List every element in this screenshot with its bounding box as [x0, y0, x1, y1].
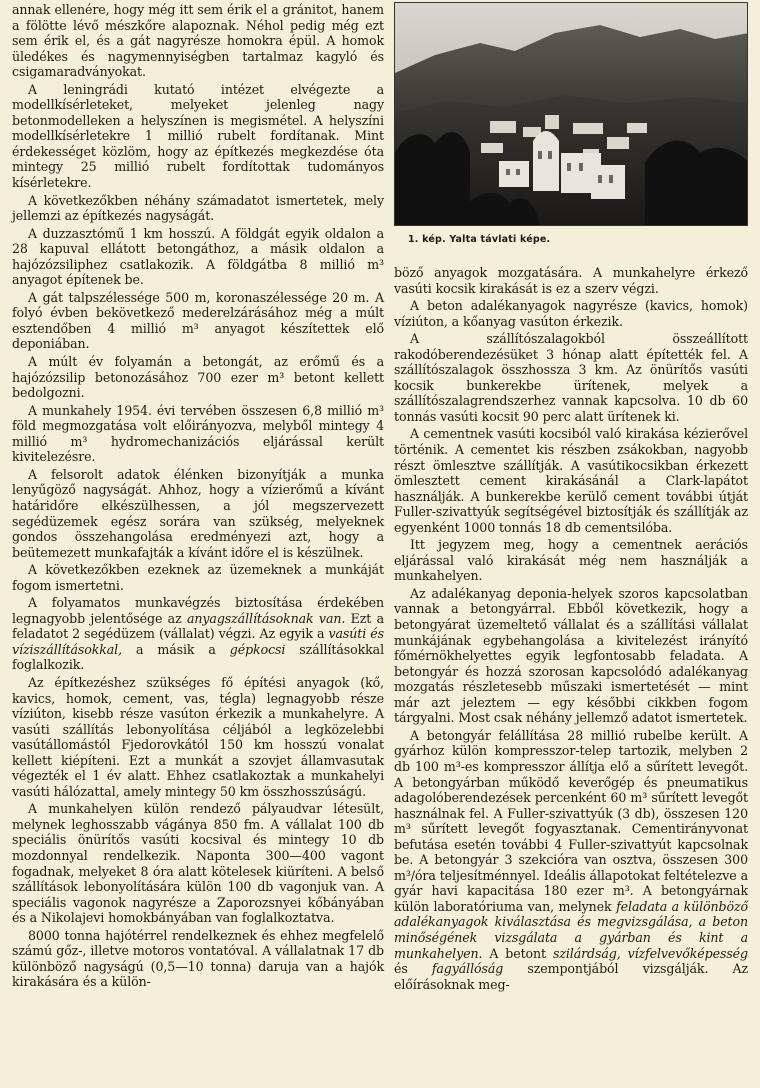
left-text-column	[12, 2, 384, 990]
paragraph: A cementnek vasúti kocsiból való kirakása kézierővel történik. A cementet kis részben zsákokban, nagyobb részt ömlesztve szállítják. A vasútikocsikban érkezett ömlesztett cement kirakásánál a Clark-lapátot használják. A bunkerekbe kerülő cement további útját Fuller-szivattyúk segítségével biztosítják és szállítják az egyenként 1000 tonnás 18 db cementsilóba.	[394, 426, 748, 535]
yalta-photo	[394, 2, 748, 226]
paragraph: A beton adalékanyagok nagyrésze (kavics, homok) víziúton, a kőanyag vasúton érkezik.	[394, 298, 748, 329]
right-text-column	[394, 265, 748, 992]
paragraph: A gát talpszélessége 500 m, koronaszélessége 20 m. A folyó évben bekövetkező mederelzárásához még a múlt esztendőben 4 millió m³ anyagot készítettek elő deponiában.	[12, 289, 384, 352]
paragraph: 8000 tonna hajótérrel rendelkeznek és ehhez megfelelő számú gőz-, illetve motoros vontatóval. A vállalatnak 17 db különböző nagyságú (0,5—10 tonna) daruja van a hajók kirakására és a külön-	[12, 927, 384, 990]
paragraph: A következőkben néhány számadatot ismertetek, mely jellemzi az építkezés nagyságát.	[12, 192, 384, 224]
yalta-photo-image	[395, 3, 748, 226]
paragraph: Itt jegyzem meg, hogy a cementnek aerációs eljárással való kirakását még nem használják a munkahelyen.	[394, 537, 748, 584]
paragraph: A duzzasztómű 1 km hosszú. A földgát egyik oldalon a 28 kapuval ellátott betongáthoz, a másik oldalon a hajózózsiliphez csatlakozik. A földgátba 8 millió m³ anyagot építenek be.	[12, 225, 384, 288]
paragraph: A múlt év folyamán a betongát, az erőmű és a hajózózsilip betonozásához 700 ezer m³ betont kellett bedolgozni.	[12, 354, 384, 401]
paragraph: annak ellenére, hogy még itt sem érik el a gránitot, hanem a fölötte lévő mészkőre alapoznak. Néhol pedig még ezt sem érik el, és a gát nagyrésze homokra épül. A homok üledékes és nagymennyiségben tartalmaz kagyló és csigamaradványokat.	[12, 2, 384, 80]
paragraph: A leningrádi kutató intézet elvégezte a modellkísérleteket, melyeket jelenleg nagy betonmodelleken a helyszínen is megismétel. A helyszíni modellkísérletekre 1 millió rubelt fordítanak. Mint érdekességet közlöm, hogy az építkezés megkezdése óta mintegy 25 millió rubelt fordítottak tudományos kísérletekre.	[12, 81, 384, 191]
paragraph: A folyamatos munkavégzés biztosítása érdekében legnagyobb jelentősége az anyagszállításoknak van. Ezt a feladatot 2 segédüzem (vállalat) végzi. Az egyik a vasúti és víziszállításokkal, a másik a gépkocsi szállításokkal foglalkozik.	[12, 595, 384, 673]
paragraph: Az építkezéshez szükséges fő építési anyagok (kő, kavics, homok, cement, vas, tégla) legnagyobb része víziúton, kisebb része vasúton érkezik a munkahelyre. A vasúti szállítás lebonyolítása céljából a legközelebbi vasútállomástól Fjedorovkától 150 km hosszú vonalat kellett kiépíteni. Ezt a munkát a szovjet államvasutak végezték el 1 év alatt. Ehhez csatlakoztak a munkahelyi vasúti hálózattal, amely mintegy 50 km összhosszúságú.	[12, 674, 384, 799]
paragraph: A következőkben ezeknek az üzemeknek a munkáját fogom ismertetni.	[12, 562, 384, 593]
paragraph: A munkahelyen külön rendező pályaudvar létesült, melynek leghosszabb vágánya 850 fm. A vállalat 100 db speciális önürítős vasúti kocsival és mintegy 10 db mozdonnyal rendelkezik. Naponta 300—400 vagont fogadnak, melyeket 8 óra alatt kötelesek kiüríteni. A belső szállítások lebonyolítására külön 100 db vagonjuk van. A speciális vagonok nagyrésze a Zaporozsnyei kőbányában és a Nikolajevi homokbányában van foglalkoztatva.	[12, 801, 384, 926]
paragraph: böző anyagok mozgatására. A munkahelyre érkező vasúti kocsik kirakását is ez a szerv végzi.	[394, 265, 748, 296]
paragraph: A felsorolt adatok élénken bizonyítják a munka lenyűgöző nagyságát. Ahhoz, hogy a vízierőmű a kívánt határidőre elkészülhessen, a jól megszervezett segédüzemek egész sorára van szükség, melyeknek gondos összehangolása eredményezi azt, hogy a beütemezett munkafajták a kívánt időre el is készülnek.	[12, 466, 384, 560]
paragraph: A szállítószalagokból összeállított rakodóberendezésüket 3 hónap alatt építették fel. A szállítószalagok összhossza 3 km. Az önürítős vasúti kocsik bunkerekbe ürítenek, melyek a szállítószalagrendszerhez vannak kapcsolva. 10 db 60 tonnás vasúti kocsit 90 perc alatt ürítenek ki.	[394, 331, 748, 424]
paragraph: Az adalékanyag deponia-helyek szoros kapcsolatban vannak a betongyárral. Ebből következik, hogy a betongyárat üzemeltető vállalat és a szállítási vállalat munkájának egybehangolása a kivitelezést irányító főmérnökhelyettes egyik legfontosabb feladata. A betongyár és hozzá szorosan kapcsolódó adalékanyag mozgatás részletesebb műszaki ismertetését — mint már azt jeleztem — egy későbbi cikkben fogom tárgyalni. Most csak néhány jellemző adatot ismertetek.	[394, 585, 748, 726]
paragraph: A betongyár felállítása 28 millió rubelbe került. A gyárhoz külön kompresszor-telep tartozik, melyben 2 db 100 m³-es kompresszor állítja elő a sűrített levegőt. A betongyárban működő keverőgép és pneumatikus adagolóberendezések percenként 60 m³ sűrített levegőt használnak fel. A Fuller-szivattyúk (3 db), összesen 120 m³ sűrített levegőt fogyasztanak. Cementirányvonat befutása esetén további 4 Fuller-szivattyút kapcsolnak be. A betongyár 3 szekcióra van osztva, összesen 300 m³/óra teljesítménnyel. Ideális állapotokat feltételezve a gyár havi kapacitása 180 ezer m³. A betongyárnak külön laboratóriuma van, melynek feladata a különböző adalékanyagok kiválasztása és megvizsgálása, a beton minőségének vizsgálata a gyárban és kint a munkahelyen. A betont szilárdság, vízfelvevőképesség és fagyállóság szempontjából vizsgálják. Az előírásoknak meg-	[394, 727, 748, 992]
photo-caption: 1. kép. Yalta távlati képe.	[408, 234, 551, 245]
paragraph: A munkahely 1954. évi tervében összesen 6,8 millió m³ föld megmozgatása volt előirányozva, melyből mintegy 4 millió m³ hydromechanizációs eljárással került kivitelezésre.	[12, 402, 384, 465]
